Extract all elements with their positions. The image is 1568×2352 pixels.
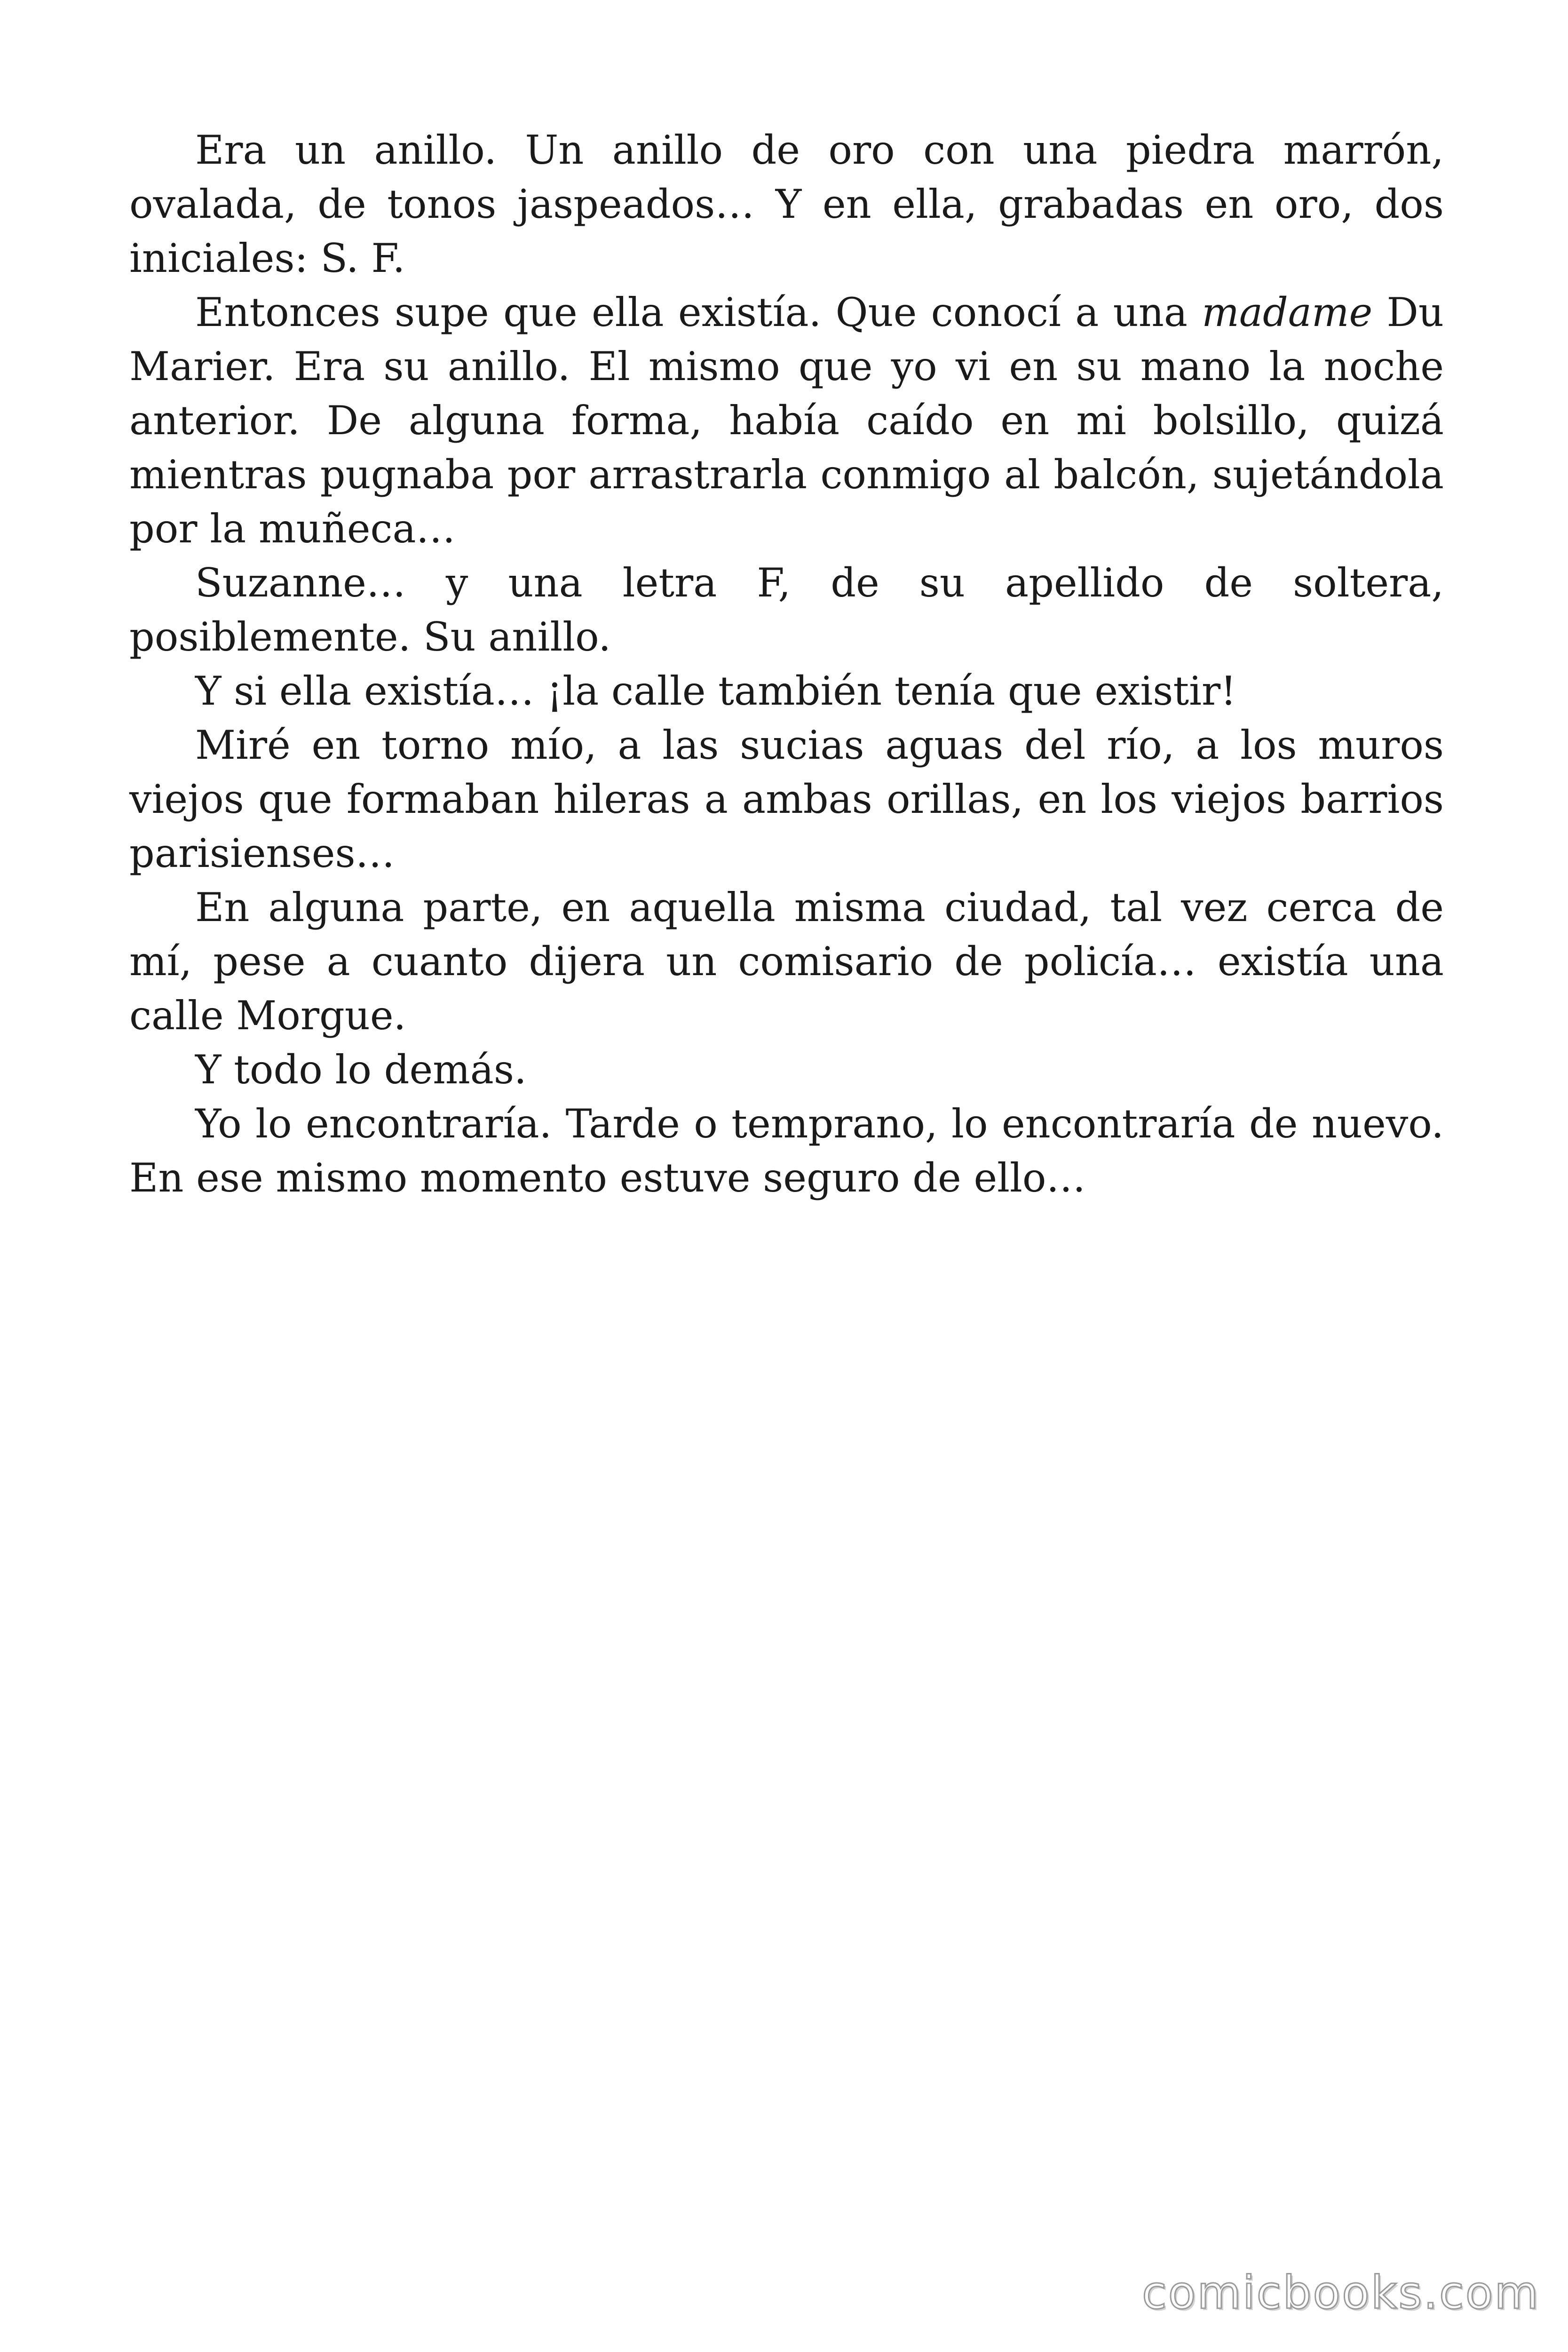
paragraph-2-emphasis: madame [1202, 289, 1373, 335]
paragraph-1: Era un anillo. Un anillo de oro con una piedra marrón, ovalada, de tonos jaspeados… Y en ella, grabadas en oro, dos iniciales: S. F. [129, 127, 1444, 281]
watermark: comicbooks.com [1141, 2266, 1540, 2319]
paragraph-2 [129, 286, 1444, 556]
paragraph-5: Miré en torno mío, a las sucias aguas del río, a los muros viejos que formaban hileras a ambas orillas, en los viejos barrios parisienses… [129, 722, 1444, 876]
paragraph-7: Y todo lo demás. [195, 1047, 527, 1093]
paragraph-2-before: Entonces supe que ella existía. Que conocí a una [195, 289, 1202, 335]
paragraph-8: Yo lo encontraría. Tarde o temprano, lo encontraría de nuevo. En ese mismo momento estuve seguro de ello… [129, 1101, 1444, 1201]
paragraph-4: Y si ella existía… ¡la calle también tenía que existir! [195, 668, 1236, 714]
page-body [129, 123, 1444, 1205]
paragraph-2-after: Du Marier. Era su anillo. El mismo que yo vi en su mano la noche anterior. De alguna forma, había caído en mi bolsillo, quizá mientras pugnaba por arrastrarla conmigo al balcón, sujetándola por la muñeca… [129, 289, 1444, 552]
paragraph-6: En alguna parte, en aquella misma ciudad, tal vez cerca de mí, pese a cuanto dijera un comisario de policía… existía una calle Morgue. [129, 884, 1444, 1039]
paragraph-3: Suzanne… y una letra F, de su apellido de soltera, posiblemente. Su anillo. [129, 560, 1444, 660]
